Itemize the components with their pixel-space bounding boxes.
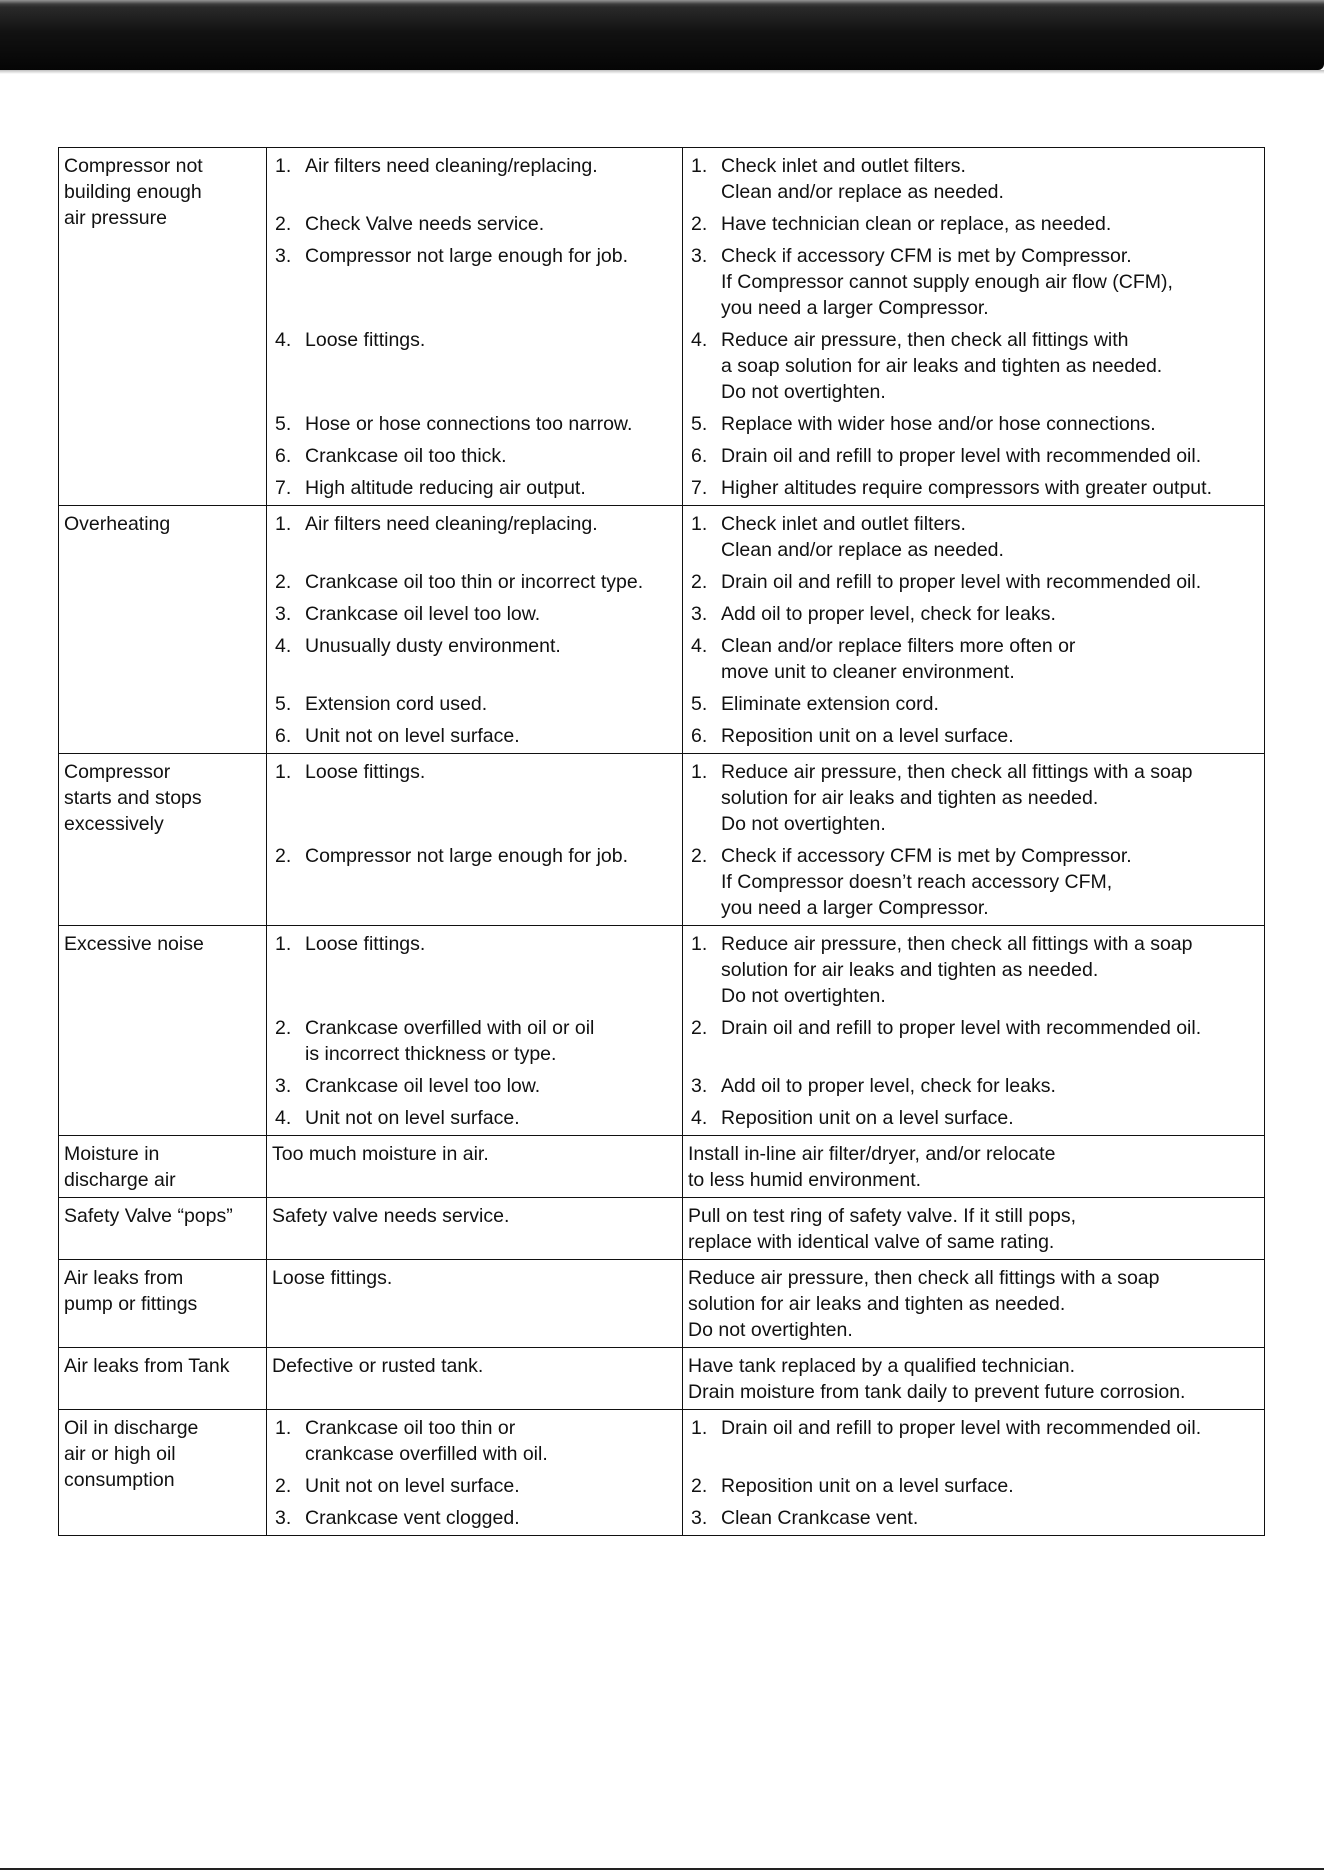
item-text: Crankcase oil level too low. bbox=[305, 1075, 541, 1097]
solution-cell bbox=[683, 1260, 1265, 1348]
item-number: 2. bbox=[275, 1475, 292, 1497]
solution-cell bbox=[683, 506, 1265, 754]
cell-text: Have tank replaced by a qualified technician. Drain moisture from tank daily to prevent future corrosion. bbox=[688, 1355, 1186, 1403]
solution-cell bbox=[683, 1198, 1265, 1260]
cause-cell bbox=[267, 1260, 683, 1348]
item-number: 3. bbox=[275, 603, 292, 625]
problem-cell: Oil in discharge air or high oil consumption bbox=[59, 1410, 267, 1536]
item-text: Eliminate extension cord. bbox=[721, 693, 939, 715]
item-number: 3. bbox=[691, 603, 708, 625]
table-row bbox=[59, 1198, 1265, 1260]
list-item bbox=[688, 327, 1259, 411]
table-row bbox=[59, 1410, 1265, 1536]
problem-cell: Moisture in discharge air bbox=[59, 1136, 267, 1198]
item-text: Unusually dusty environment. bbox=[305, 635, 561, 657]
item-number: 2. bbox=[275, 845, 292, 867]
item-text: Reduce air pressure, then check all fittings with a soap solution for air leaks and tighten as needed. Do not overtighten. bbox=[721, 329, 1163, 403]
item-text: Unit not on level surface. bbox=[305, 725, 520, 747]
list-item bbox=[272, 243, 677, 327]
list-item bbox=[688, 1415, 1259, 1473]
item-number: 7. bbox=[691, 477, 708, 499]
list-item bbox=[688, 443, 1259, 475]
cell-text: Defective or rusted tank. bbox=[272, 1355, 484, 1377]
item-text: Crankcase oil too thin or crankcase overfilled with oil. bbox=[305, 1417, 548, 1465]
header-shadow bbox=[0, 70, 1324, 74]
table-row bbox=[59, 754, 1265, 926]
item-text: Crankcase vent clogged. bbox=[305, 1507, 520, 1529]
item-text: Loose fittings. bbox=[305, 329, 426, 351]
cause-cell bbox=[267, 148, 683, 506]
footer-rule bbox=[0, 1868, 1324, 1870]
table-row bbox=[59, 1260, 1265, 1348]
item-number: 2. bbox=[275, 571, 292, 593]
item-text: Clean Crankcase vent. bbox=[721, 1507, 919, 1529]
list-item bbox=[688, 475, 1259, 501]
table-row bbox=[59, 506, 1265, 754]
item-number: 1. bbox=[691, 761, 708, 783]
solution-cell bbox=[683, 1348, 1265, 1410]
list-item bbox=[272, 843, 677, 921]
item-number: 3. bbox=[275, 1075, 292, 1097]
cell-text: Too much moisture in air. bbox=[272, 1143, 489, 1165]
cell-text: Install in-line air filter/dryer, and/or relocate to less humid environment. bbox=[688, 1143, 1056, 1191]
problem-cell: Air leaks from Tank bbox=[59, 1348, 267, 1410]
item-text: Add oil to proper level, check for leaks. bbox=[721, 603, 1056, 625]
item-text: Check inlet and outlet filters. Clean and/or replace as needed. bbox=[721, 513, 1004, 561]
item-number: 7. bbox=[275, 477, 292, 499]
cell-text: Pull on test ring of safety valve. If it still pops, replace with identical valve of same rating. bbox=[688, 1205, 1077, 1253]
item-number: 6. bbox=[691, 445, 708, 467]
problem-cell: Excessive noise bbox=[59, 926, 267, 1136]
item-text: Clean and/or replace filters more often or move unit to cleaner environment. bbox=[721, 635, 1076, 683]
item-number: 1. bbox=[275, 155, 292, 177]
problem-cell: Safety Valve “pops” bbox=[59, 1198, 267, 1260]
list-item bbox=[272, 723, 677, 749]
list-item bbox=[688, 153, 1259, 211]
item-text: Air filters need cleaning/replacing. bbox=[305, 155, 598, 177]
item-number: 1. bbox=[275, 513, 292, 535]
cause-cell bbox=[267, 1348, 683, 1410]
item-number: 2. bbox=[275, 213, 292, 235]
item-text: Extension cord used. bbox=[305, 693, 488, 715]
cell-text: Safety valve needs service. bbox=[272, 1205, 510, 1227]
list-item bbox=[272, 443, 677, 475]
item-number: 1. bbox=[275, 1417, 292, 1439]
list-item bbox=[272, 1505, 677, 1531]
item-text: Check if accessory CFM is met by Compressor. If Compressor cannot supply enough air flow (CFM), you need a larger Compressor. bbox=[721, 245, 1173, 319]
list-item bbox=[272, 931, 677, 1015]
table-row bbox=[59, 926, 1265, 1136]
solution-cell bbox=[683, 1136, 1265, 1198]
list-item bbox=[688, 411, 1259, 443]
item-text: Have technician clean or replace, as needed. bbox=[721, 213, 1112, 235]
item-text: Check if accessory CFM is met by Compressor. If Compressor doesn’t reach accessory CFM, you need a larger Compressor. bbox=[721, 845, 1132, 919]
item-number: 2. bbox=[691, 1017, 708, 1039]
item-text: Crankcase oil level too low. bbox=[305, 603, 541, 625]
item-number: 6. bbox=[691, 725, 708, 747]
item-number: 5. bbox=[275, 693, 292, 715]
cause-cell bbox=[267, 1198, 683, 1260]
item-number: 1. bbox=[691, 155, 708, 177]
list-item bbox=[272, 1015, 677, 1073]
item-text: Drain oil and refill to proper level with recommended oil. bbox=[721, 571, 1202, 593]
item-number: 1. bbox=[275, 933, 292, 955]
item-text: Loose fittings. bbox=[305, 933, 426, 955]
header-bar bbox=[0, 0, 1324, 70]
item-number: 1. bbox=[691, 513, 708, 535]
list-item bbox=[272, 1105, 677, 1131]
list-item bbox=[272, 1073, 677, 1105]
item-text: Drain oil and refill to proper level with recommended oil. bbox=[721, 1417, 1202, 1439]
list-item bbox=[688, 511, 1259, 569]
item-text: Reduce air pressure, then check all fittings with a soap solution for air leaks and tighten as needed. Do not overtighten. bbox=[721, 933, 1193, 1007]
list-item bbox=[688, 723, 1259, 749]
solution-cell bbox=[683, 926, 1265, 1136]
item-number: 2. bbox=[691, 571, 708, 593]
list-item bbox=[272, 411, 677, 443]
item-number: 2. bbox=[691, 213, 708, 235]
cause-cell bbox=[267, 506, 683, 754]
item-number: 4. bbox=[275, 329, 292, 351]
solution-cell bbox=[683, 1410, 1265, 1536]
item-number: 1. bbox=[275, 761, 292, 783]
list-item bbox=[688, 1105, 1259, 1131]
item-text: Reposition unit on a level surface. bbox=[721, 1475, 1014, 1497]
cause-cell bbox=[267, 754, 683, 926]
item-text: Crankcase oil too thick. bbox=[305, 445, 507, 467]
item-text: Unit not on level surface. bbox=[305, 1475, 520, 1497]
item-number: 4. bbox=[691, 329, 708, 351]
list-item bbox=[688, 569, 1259, 601]
item-text: Check inlet and outlet filters. Clean and/or replace as needed. bbox=[721, 155, 1004, 203]
table-row bbox=[59, 148, 1265, 506]
item-number: 6. bbox=[275, 445, 292, 467]
list-item bbox=[688, 843, 1259, 921]
cell-text: Reduce air pressure, then check all fittings with a soap solution for air leaks and tighten as needed. Do not overtighten. bbox=[688, 1267, 1160, 1341]
cause-cell bbox=[267, 926, 683, 1136]
list-item bbox=[272, 759, 677, 843]
item-number: 1. bbox=[691, 933, 708, 955]
list-item bbox=[688, 1505, 1259, 1531]
item-number: 3. bbox=[275, 245, 292, 267]
list-item bbox=[272, 601, 677, 633]
item-number: 5. bbox=[691, 413, 708, 435]
item-text: Reposition unit on a level surface. bbox=[721, 725, 1014, 747]
problem-cell: Compressor not building enough air pressure bbox=[59, 148, 267, 506]
list-item bbox=[272, 511, 677, 569]
item-text: Higher altitudes require compressors with greater output. bbox=[721, 477, 1212, 499]
list-item bbox=[272, 691, 677, 723]
item-text: Compressor not large enough for job. bbox=[305, 845, 629, 867]
item-text: Hose or hose connections too narrow. bbox=[305, 413, 633, 435]
item-number: 3. bbox=[691, 1075, 708, 1097]
item-text: Drain oil and refill to proper level with recommended oil. bbox=[721, 1017, 1202, 1039]
list-item bbox=[272, 633, 677, 691]
item-text: Air filters need cleaning/replacing. bbox=[305, 513, 598, 535]
item-number: 4. bbox=[275, 635, 292, 657]
item-text: Crankcase oil too thin or incorrect type. bbox=[305, 571, 644, 593]
list-item bbox=[272, 211, 677, 243]
item-number: 3. bbox=[691, 1507, 708, 1529]
item-number: 4. bbox=[691, 1107, 708, 1129]
table-body bbox=[59, 148, 1265, 1536]
problem-cell: Air leaks from pump or fittings bbox=[59, 1260, 267, 1348]
item-text: Crankcase overfilled with oil or oil is incorrect thickness or type. bbox=[305, 1017, 595, 1065]
item-number: 3. bbox=[275, 1507, 292, 1529]
table-row bbox=[59, 1348, 1265, 1410]
cause-cell bbox=[267, 1410, 683, 1536]
list-item bbox=[688, 633, 1259, 691]
list-item bbox=[688, 1015, 1259, 1073]
item-number: 4. bbox=[275, 1107, 292, 1129]
item-number: 5. bbox=[275, 413, 292, 435]
item-number: 2. bbox=[691, 845, 708, 867]
list-item bbox=[272, 475, 677, 501]
list-item bbox=[688, 1473, 1259, 1505]
item-number: 5. bbox=[691, 693, 708, 715]
item-text: Replace with wider hose and/or hose connections. bbox=[721, 413, 1156, 435]
list-item bbox=[272, 1473, 677, 1505]
item-number: 2. bbox=[275, 1017, 292, 1039]
solution-cell bbox=[683, 148, 1265, 506]
cell-text: Loose fittings. bbox=[272, 1267, 393, 1289]
list-item bbox=[688, 1073, 1259, 1105]
list-item bbox=[688, 759, 1259, 843]
list-item bbox=[272, 1415, 677, 1473]
troubleshooting-table bbox=[58, 147, 1265, 1536]
list-item bbox=[688, 243, 1259, 327]
item-text: Check Valve needs service. bbox=[305, 213, 545, 235]
item-number: 2. bbox=[691, 1475, 708, 1497]
list-item bbox=[688, 601, 1259, 633]
item-text: Drain oil and refill to proper level with recommended oil. bbox=[721, 445, 1202, 467]
item-text: Reduce air pressure, then check all fittings with a soap solution for air leaks and tighten as needed. Do not overtighten. bbox=[721, 761, 1193, 835]
problem-cell: Compressor starts and stops excessively bbox=[59, 754, 267, 926]
item-text: Reposition unit on a level surface. bbox=[721, 1107, 1014, 1129]
list-item bbox=[272, 569, 677, 601]
item-text: Unit not on level surface. bbox=[305, 1107, 520, 1129]
problem-cell: Overheating bbox=[59, 506, 267, 754]
solution-cell bbox=[683, 754, 1265, 926]
item-text: Compressor not large enough for job. bbox=[305, 245, 629, 267]
list-item bbox=[688, 931, 1259, 1015]
table-row bbox=[59, 1136, 1265, 1198]
item-number: 4. bbox=[691, 635, 708, 657]
item-text: Loose fittings. bbox=[305, 761, 426, 783]
item-text: Add oil to proper level, check for leaks. bbox=[721, 1075, 1056, 1097]
list-item bbox=[272, 153, 677, 211]
list-item bbox=[272, 327, 677, 411]
item-number: 3. bbox=[691, 245, 708, 267]
list-item bbox=[688, 691, 1259, 723]
item-number: 1. bbox=[691, 1417, 708, 1439]
item-number: 6. bbox=[275, 725, 292, 747]
cause-cell bbox=[267, 1136, 683, 1198]
item-text: High altitude reducing air output. bbox=[305, 477, 586, 499]
list-item bbox=[688, 211, 1259, 243]
